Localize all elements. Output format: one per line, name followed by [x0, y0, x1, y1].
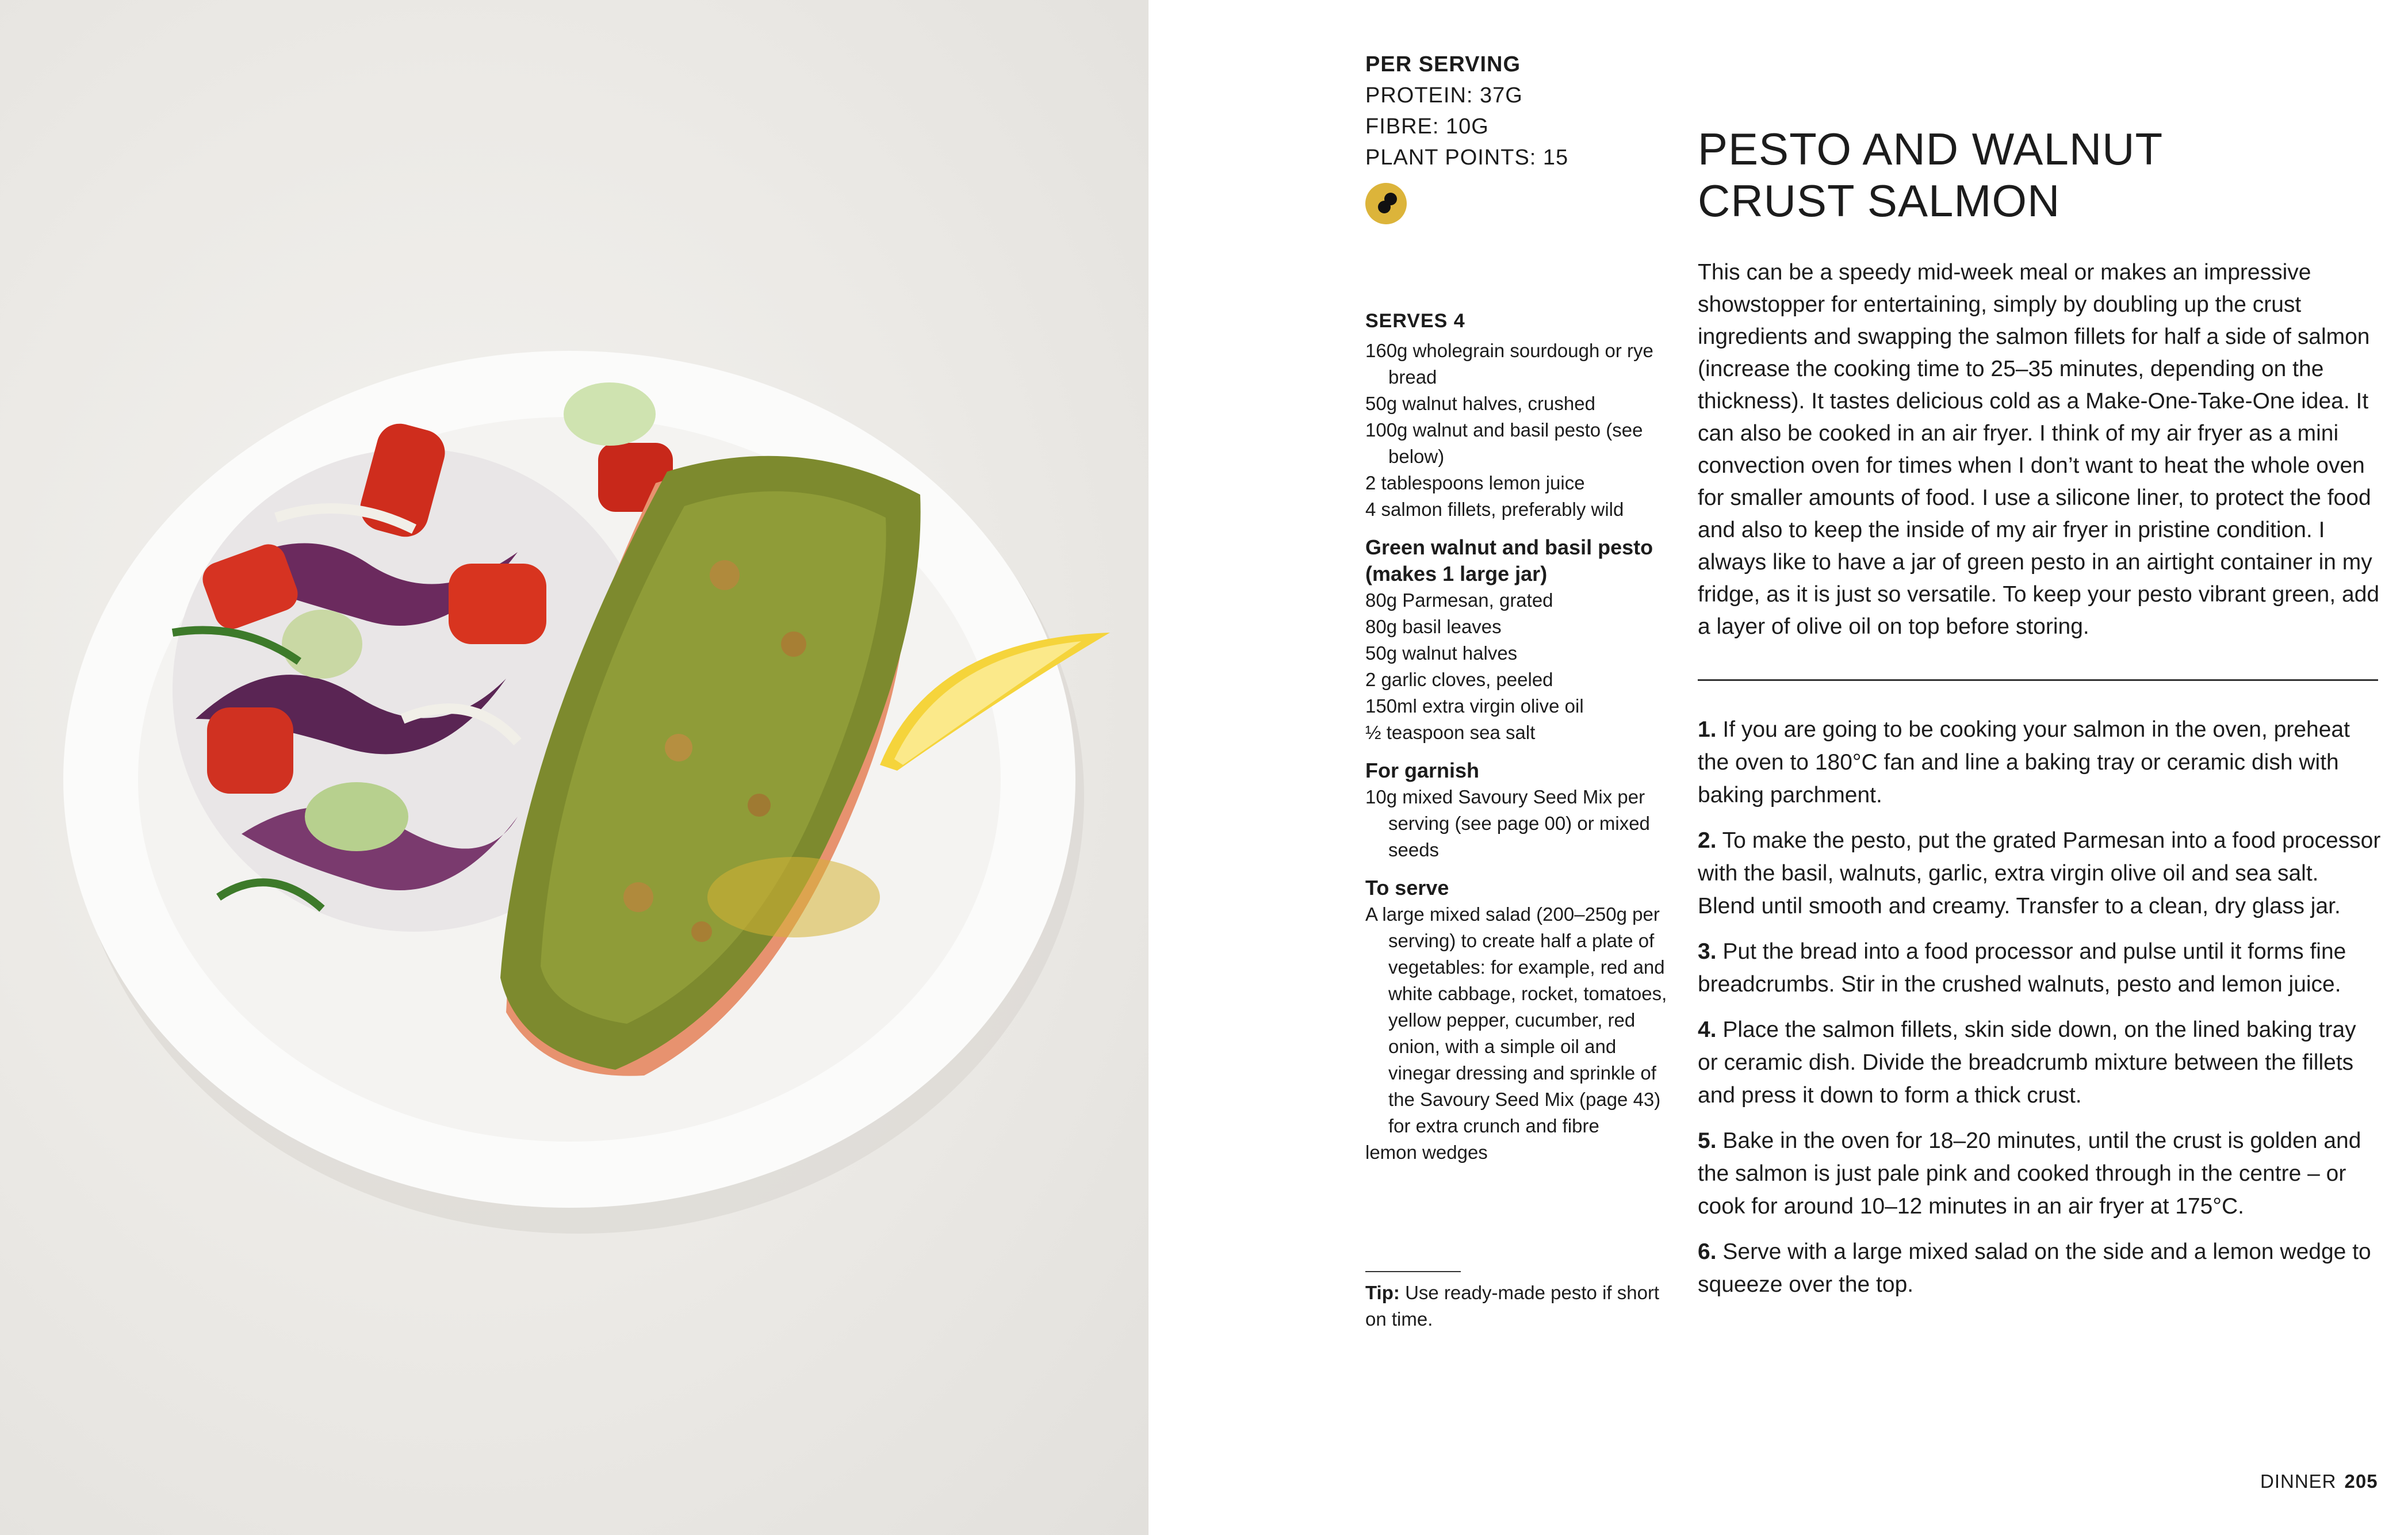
oil-drizzle	[707, 857, 880, 937]
section-name: DINNER	[2260, 1471, 2337, 1492]
step-number: 3.	[1698, 939, 1717, 964]
tip-label: Tip:	[1365, 1282, 1400, 1303]
recipe-title-line-1: PESTO AND WALNUT	[1698, 124, 2164, 174]
ingredient-item: 160g wholegrain sourdough or rye bread	[1365, 340, 1653, 388]
step-number: 2.	[1698, 828, 1717, 853]
ingredient-item: 100g walnut and basil pesto (see below)	[1365, 419, 1643, 467]
to-serve-heading: To serve	[1365, 876, 1449, 899]
tip-text: Use ready-made pesto if short on time.	[1365, 1282, 1660, 1330]
garnish-heading: For garnish	[1365, 759, 1480, 782]
ingredient-item: A large mixed salad (200–250g per serving) to create half a plate of vegetables: for example, red and white cabbage, rocket, tomatoes, yellow pepper, cucumber, red onion, with a simple oil and vinegar dressing and sprinkle of the Savoury Seed Mix (page 43) for extra crunch and fibre	[1365, 904, 1667, 1136]
method-step	[1698, 1013, 2382, 1112]
garnish-ingredients-list	[1365, 784, 1670, 863]
protein-value: PROTEIN: 37G	[1365, 83, 1523, 108]
step-number: 5.	[1698, 1128, 1717, 1153]
pesto-heading: Green walnut and basil pesto (makes 1 large jar)	[1365, 535, 1653, 585]
step-text: Put the bread into a food processor and pulse until it forms fine breadcrumbs. Stir in the crushed walnuts, pesto and lemon juice.	[1698, 939, 2346, 997]
page-footer	[2260, 1471, 2378, 1492]
step-text: Serve with a large mixed salad on the side and a lemon wedge to squeeze over the top.	[1698, 1239, 2371, 1297]
step-text: Bake in the oven for 18–20 minutes, until the crust is golden and the salmon is just pale pink and cooked through in the centre – or cook for around 10–12 minutes in an air fryer at 175°C.	[1698, 1128, 2361, 1219]
tip-note	[1365, 1280, 1664, 1333]
ingredient-item: 2 tablespoons lemon juice	[1365, 472, 1585, 493]
ingredient-item: ½ teaspoon sea salt	[1365, 722, 1536, 743]
fibre-value: FIBRE: 10G	[1365, 114, 1489, 139]
ingredient-item: 80g basil leaves	[1365, 616, 1502, 637]
tip-divider	[1365, 1271, 1461, 1272]
step-text: Place the salmon fillets, skin side down, on the lined baking tray or ceramic dish. Divide the breadcrumb mixture between the fillets and press it down to form a thick crust.	[1698, 1017, 2356, 1108]
plant-points-value: PLANT POINTS: 15	[1365, 146, 1569, 170]
method-step	[1698, 713, 2382, 811]
step-text: If you are going to be cooking your salmon in the oven, preheat the oven to 180°C fan and line a baking tray or ceramic dish with baking parchment.	[1698, 717, 2350, 807]
method-step	[1698, 1124, 2382, 1223]
serves-label: SERVES 4	[1365, 310, 1465, 332]
method-step	[1698, 935, 2382, 1001]
recipe-intro: This can be a speedy mid-week meal or makes an impressive showstopper for entertaining, simply by doubling up the crust ingredients and swapping the salmon fillets for half a side of salmon (increase the cooking time to 25–35 minutes, depending on the thickness). It tastes delicious cold as a Make-One-Take-One idea. It can also be cooked in an air fryer. I think of my air fryer as a mini convection oven for times when I don’t want to heat the whole oven for smaller amounts of food. I use a silicone liner, to protect the food and also to keep the inside of my air fryer in pristine condition. I always like to have a jar of green pesto in an airtight container in my fridge, as it is just so versatile. To keep your pesto vibrant green, add a layer of olive oil on top before storing.	[1698, 260, 2380, 639]
salmon-plate-illustration	[0, 0, 1149, 1535]
plant-points-badge-icon	[1365, 183, 1407, 224]
ingredient-item: 50g walnut halves	[1365, 642, 1518, 664]
main-ingredients-list	[1365, 338, 1670, 523]
ingredient-item: 150ml extra virgin olive oil	[1365, 695, 1584, 717]
nutrition-panel	[1365, 49, 1687, 173]
recipe-title-line-2: CRUST SALMON	[1698, 175, 2061, 226]
method-step	[1698, 824, 2382, 922]
ingredient-item: 10g mixed Savoury Seed Mix per serving (see page 00) or mixed seeds	[1365, 786, 1650, 860]
step-number: 4.	[1698, 1017, 1717, 1042]
food-photo	[0, 0, 1149, 1535]
ingredient-item: 4 salmon fillets, preferably wild	[1365, 499, 1624, 520]
method-step	[1698, 1235, 2382, 1301]
ingredient-item: lemon wedges	[1365, 1142, 1488, 1163]
section-divider	[1698, 679, 2378, 681]
pesto-ingredients-list	[1365, 587, 1670, 746]
ingredients-panel	[1365, 308, 1670, 1166]
method-steps	[1698, 713, 2382, 1314]
step-text: To make the pesto, put the grated Parmesan into a food processor with the basil, walnuts, garlic, extra virgin olive oil and sea salt. Blend until smooth and creamy. Transfer to a clean, dry glass jar.	[1698, 828, 2381, 918]
to-serve-ingredients-list	[1365, 901, 1670, 1166]
ingredient-item: 80g Parmesan, grated	[1365, 589, 1553, 611]
ingredient-item: 50g walnut halves, crushed	[1365, 393, 1595, 414]
step-number: 1.	[1698, 717, 1717, 742]
ingredient-item: 2 garlic cloves, peeled	[1365, 669, 1553, 690]
per-serving-heading: PER SERVING	[1365, 52, 1521, 76]
step-number: 6.	[1698, 1239, 1717, 1264]
page-number: 205	[2344, 1471, 2378, 1492]
recipe-title	[1698, 123, 2388, 227]
